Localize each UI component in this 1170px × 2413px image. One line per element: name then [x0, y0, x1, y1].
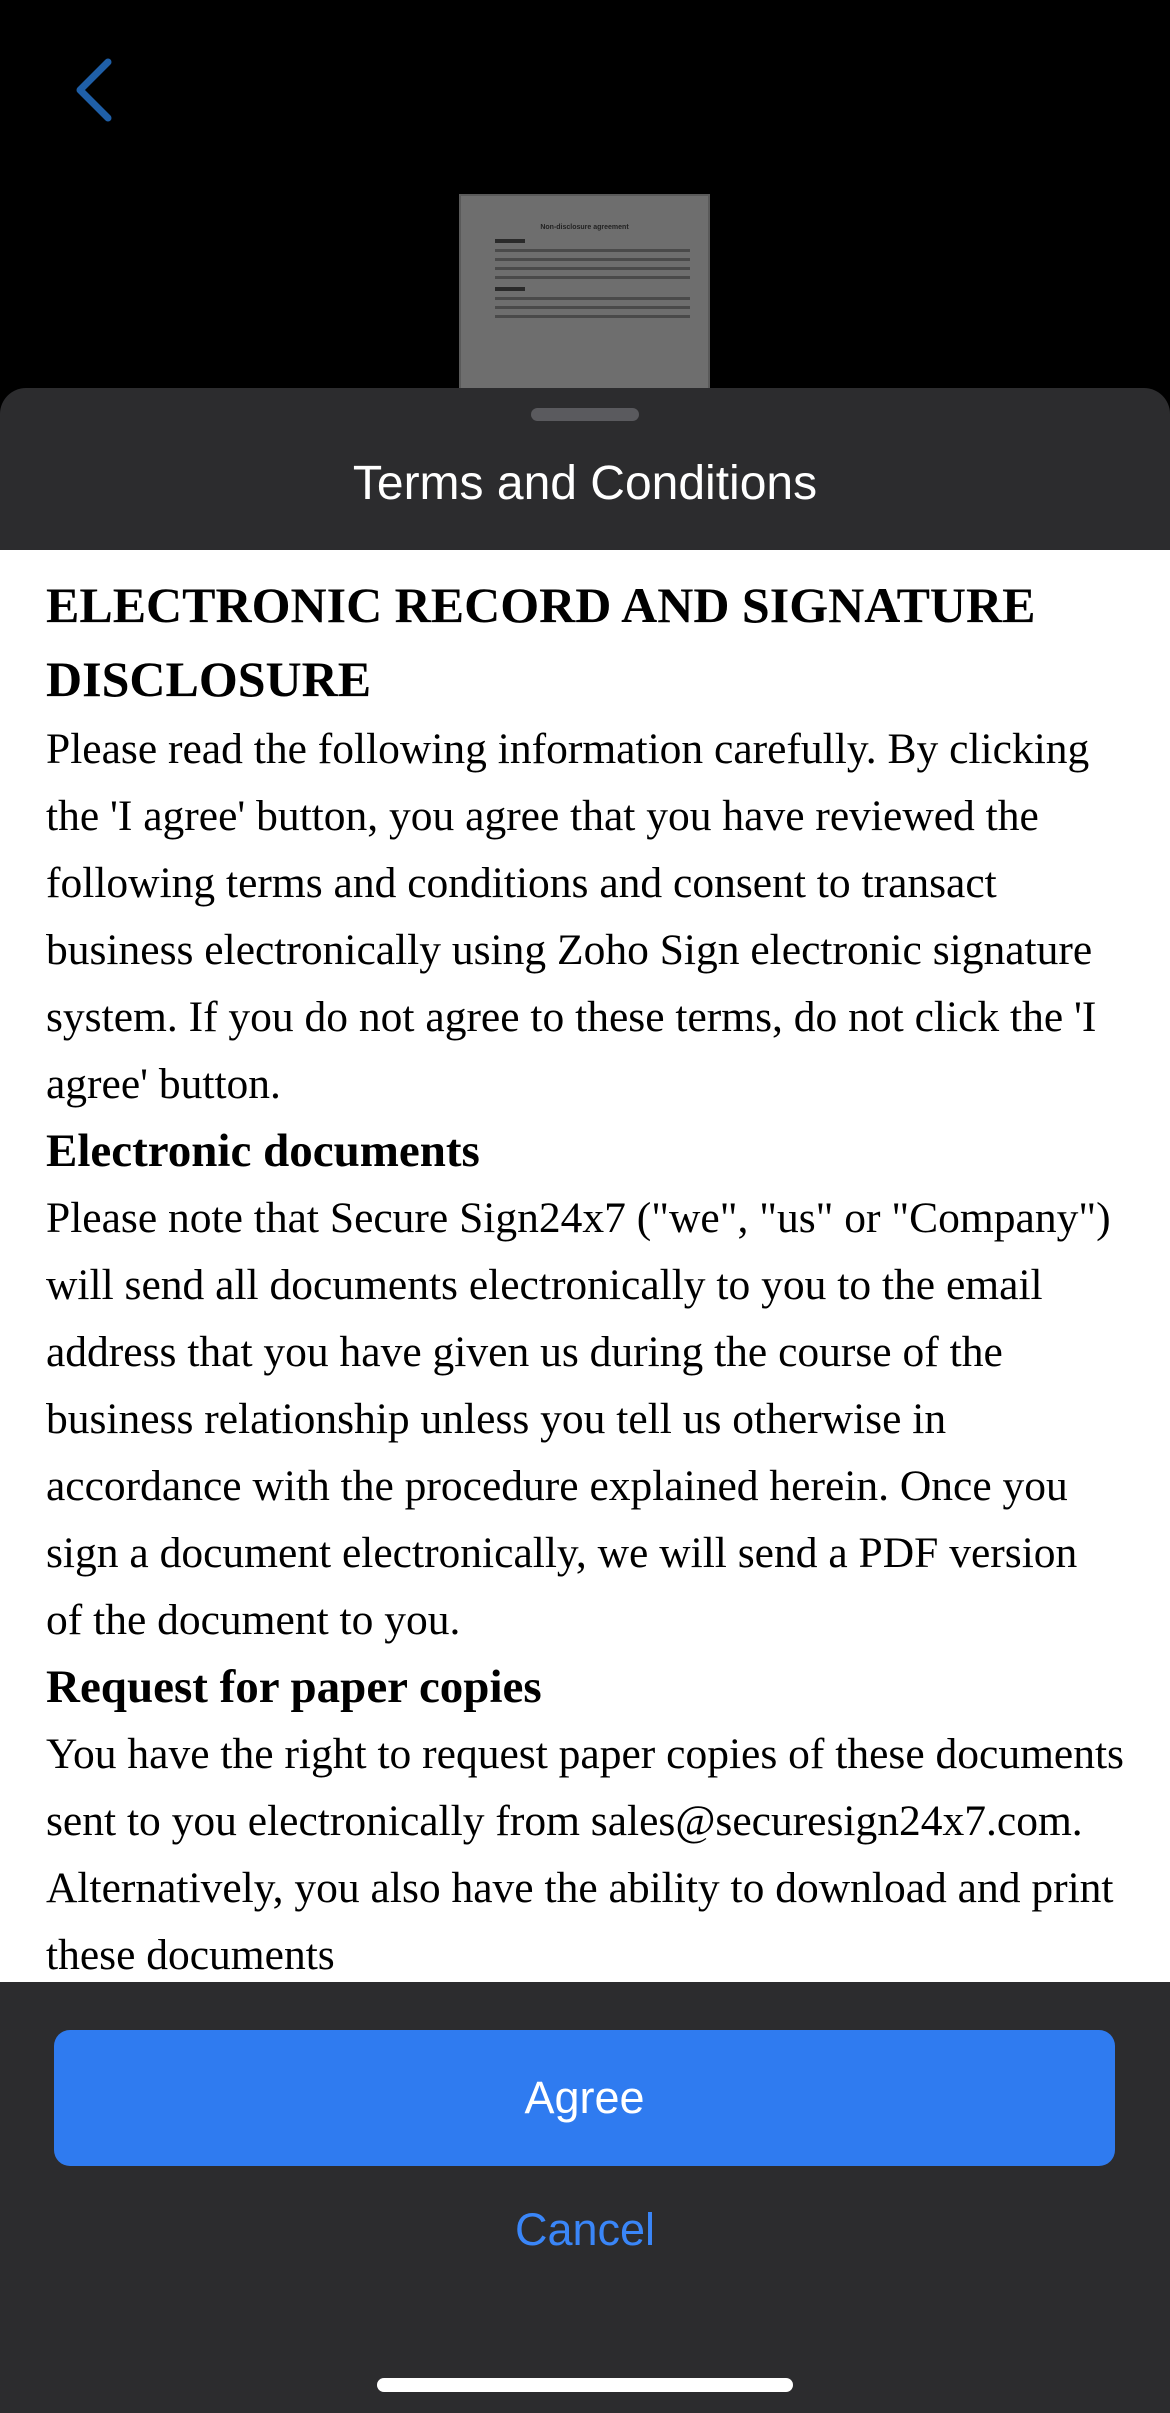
terms-content-scroll[interactable] — [0, 550, 1170, 1982]
home-indicator[interactable] — [377, 2378, 793, 2392]
intro-paragraph: Please read the following information carefully. By clicking the 'I agree' button, you agree that you have reviewed the following terms and conditions and consent to transact business electronically using Zoho Sign electronic signature system. If you do not agree to these terms, do not click the 'I agree' button. — [46, 725, 1097, 1108]
action-panel — [0, 1982, 1170, 2413]
sheet-grabber[interactable] — [531, 408, 639, 421]
agree-button[interactable]: Agree — [54, 2030, 1115, 2166]
section-heading: Request for paper copies — [46, 1661, 542, 1713]
terms-sheet — [0, 388, 1170, 2413]
back-button[interactable] — [70, 58, 120, 122]
document-thumbnail-title: Non-disclosure agreement — [540, 224, 629, 231]
document-thumbnail — [459, 194, 710, 394]
cancel-button[interactable]: Cancel — [514, 2204, 656, 2255]
section-paragraph: Please note that Secure Sign24x7 ("we", "us" or "Company") will send all documents electronically to you to the email address that you have given us during the course of the business relationship unless you tell us otherwise in accordance with the procedure explained herein. Once you sign a document electronically, we will send a PDF version of the document to you. — [46, 1194, 1111, 1644]
chevron-left-icon — [70, 58, 120, 122]
section-heading: Electronic documents — [46, 1125, 480, 1177]
disclosure-heading: ELECTRONIC RECORD AND SIGNATURE DISCLOSURE — [46, 577, 1036, 707]
section-paragraph: You have the right to request paper copies of these documents sent to you electronically from sales@securesign24x7.com. Alternatively, you also have the ability to download and print these documents — [46, 1730, 1124, 1979]
sheet-title: Terms and Conditions — [352, 457, 818, 510]
